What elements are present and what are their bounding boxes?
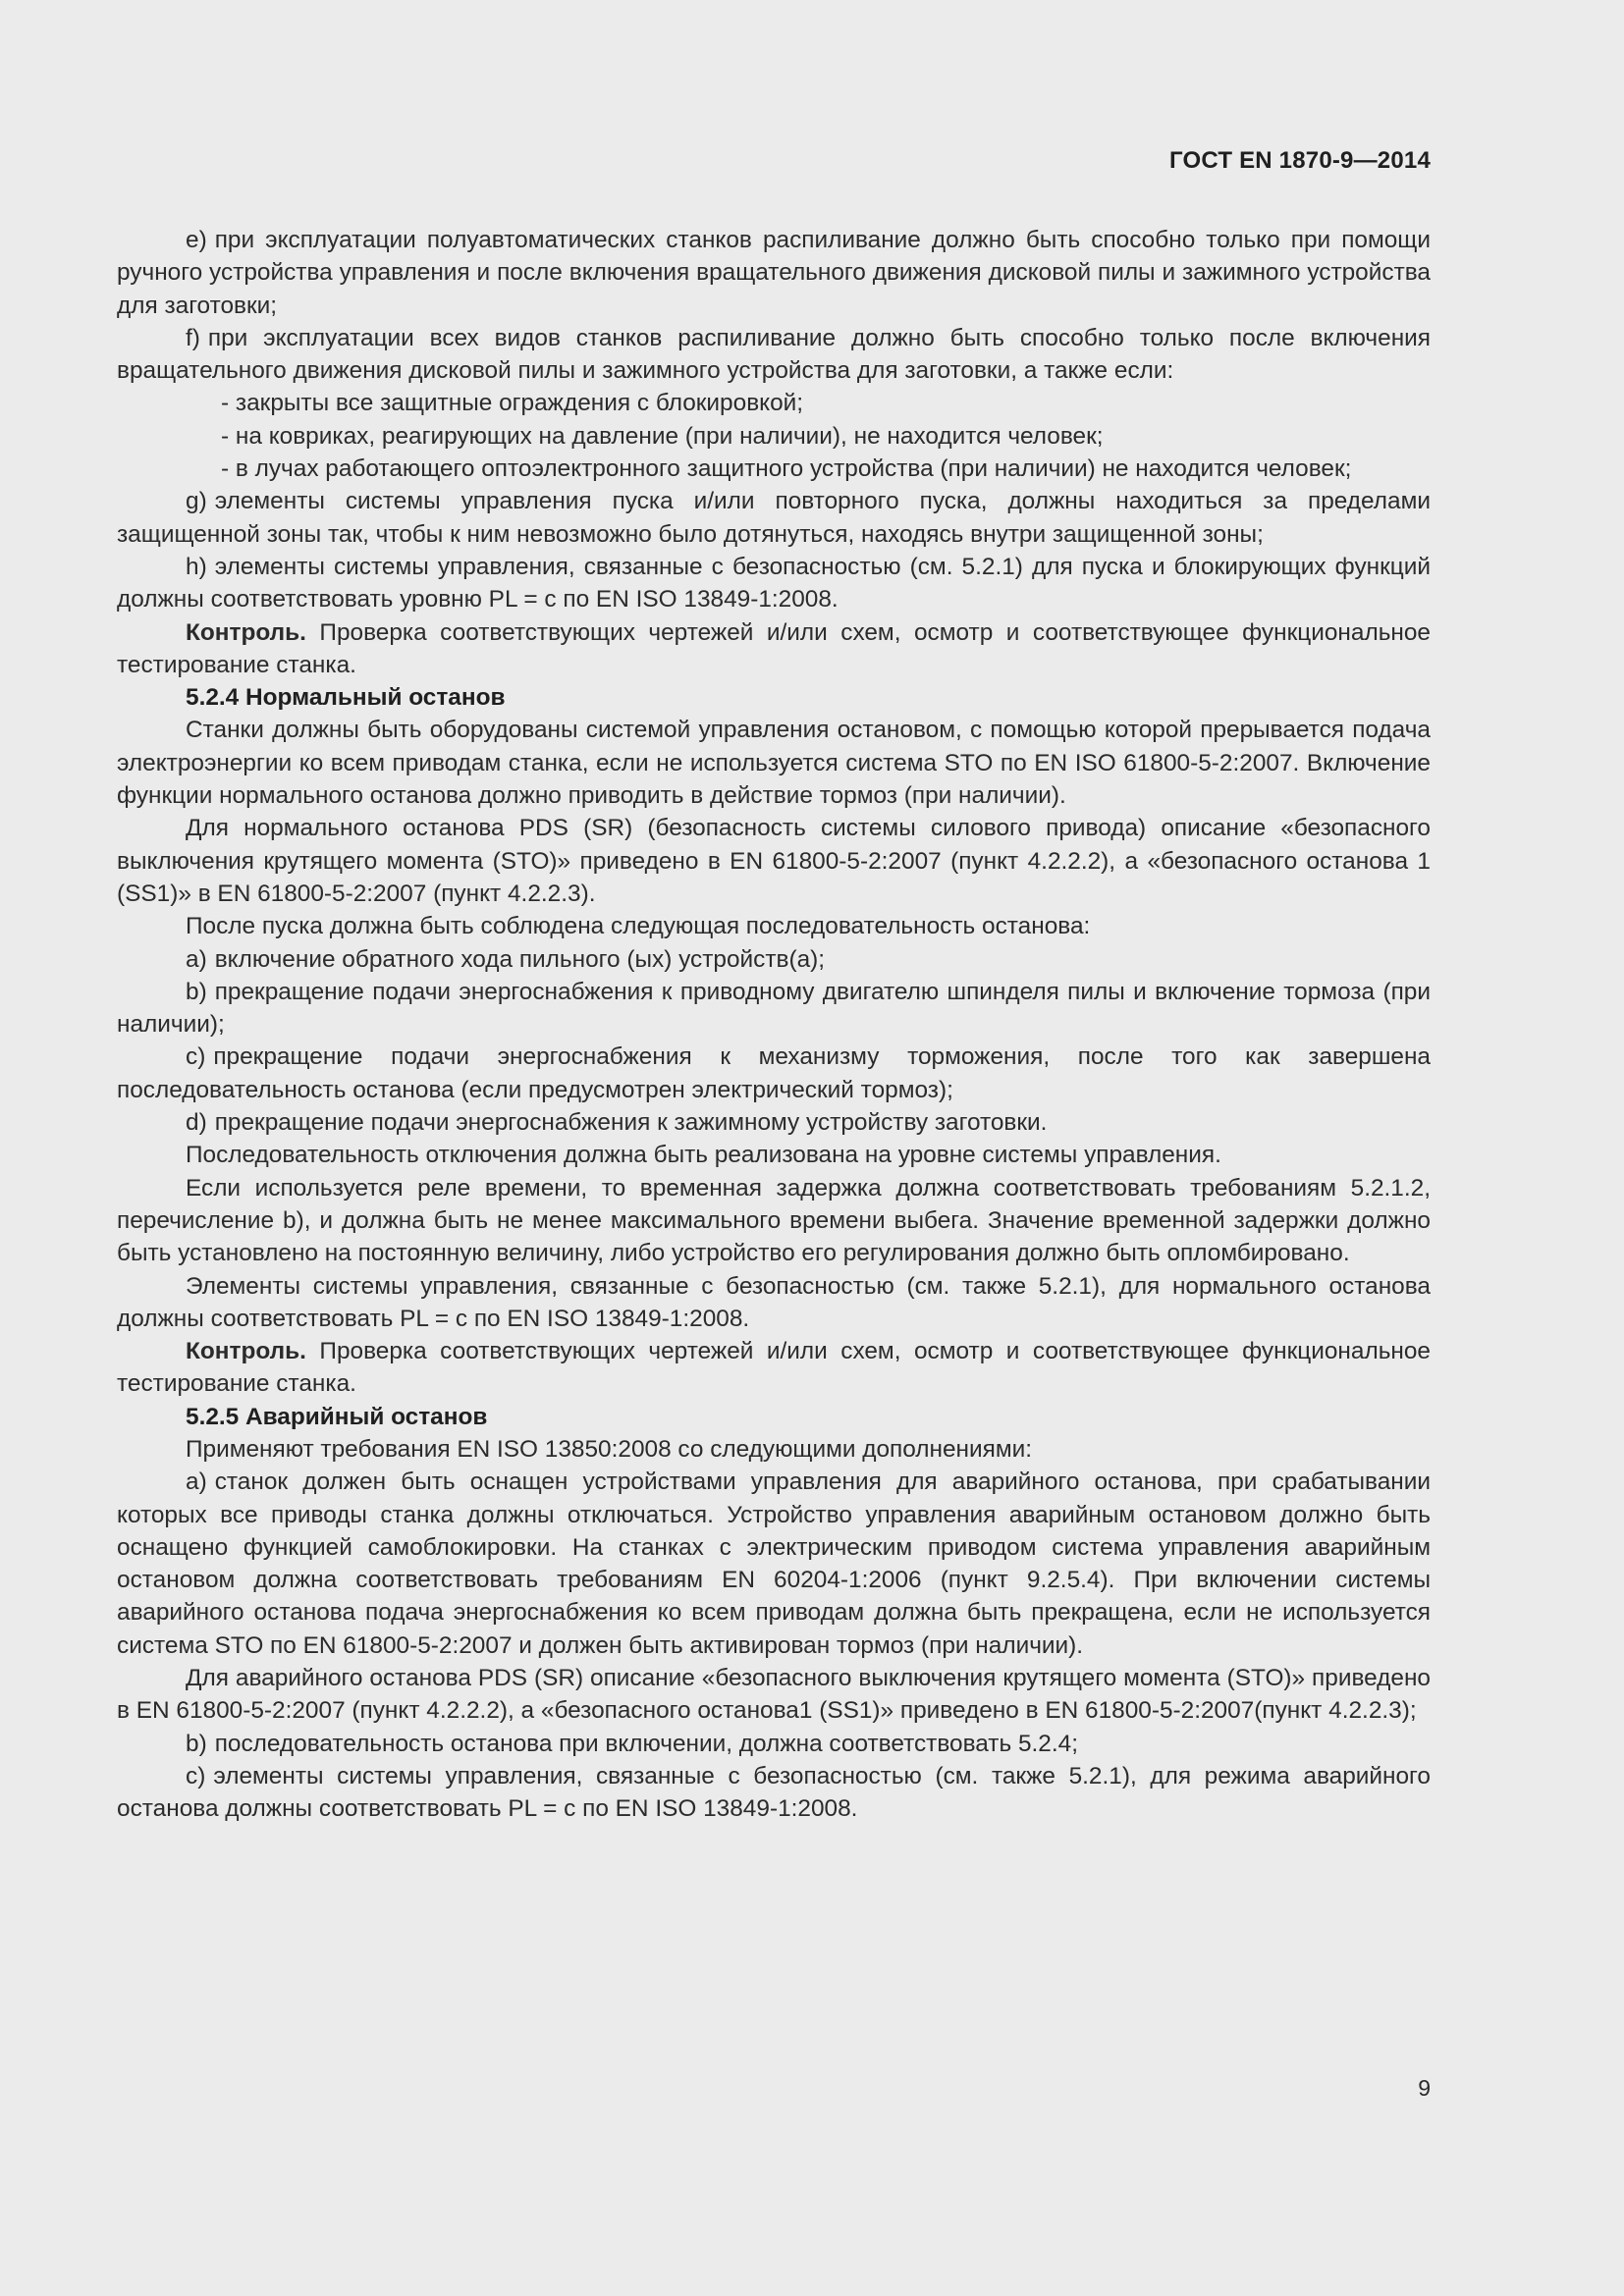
list-label: b)	[186, 1730, 207, 1757]
list-text: элементы системы управления, связанные с безопасностью (см. 5.2.1) для пуска и блокирующих функций должны соответствовать уровню PL = с по EN ISO 13849-1:2008.	[117, 553, 1431, 614]
list-text: элементы системы управления, связанные с безопасностью (см. также 5.2.1), для режима аварийного останова должны соответствовать PL = с по EN ISO 13849-1:2008.	[117, 1762, 1431, 1823]
section-heading-5-2-4: 5.2.4 Нормальный останов	[186, 684, 506, 712]
document-header: ГОСТ EN 1870-9—2014	[1169, 147, 1431, 174]
list-label: g)	[186, 488, 207, 515]
list-label: f)	[186, 324, 200, 351]
list-label: a)	[186, 945, 207, 973]
list-label: c)	[186, 1762, 206, 1789]
list-item-a	[117, 943, 1431, 976]
dash-item-3: - в лучах работающего оптоэлектронного защитного устройства (при наличии) не находится человек;	[221, 455, 1352, 483]
list-text: элементы системы управления пуска и/или повторного пуска, должны находиться за пределами защищенной зоны так, чтобы к ним невозможно было дотянуться, находясь внутри защищенной зоны;	[117, 488, 1431, 548]
control-paragraph	[117, 616, 1431, 682]
list-text: прекращение подачи энергоснабжения к приводному двигателю шпинделя пилы и включение тормоза (при наличии);	[117, 978, 1431, 1039]
control-paragraph	[117, 1335, 1431, 1401]
control-label: Контроль.	[186, 1338, 306, 1365]
paragraph: После пуска должна быть соблюдена следующая последовательность останова:	[186, 913, 1091, 940]
list-item-c	[117, 1760, 1431, 1826]
dash-item-2: - на ковриках, реагирующих на давление (при наличии), не находится человек;	[221, 422, 1104, 450]
list-item-c	[117, 1041, 1431, 1106]
list-text: прекращение подачи энергоснабжения к механизму торможения, после того как завершена последовательность останова (если предусмотрен электрический тормоз);	[117, 1043, 1431, 1103]
list-label: e)	[186, 227, 207, 253]
dash-item-1: - закрыты все защитные ограждения с блокировкой;	[221, 390, 804, 417]
list-text: прекращение подачи энергоснабжения к зажимному устройству заготовки.	[214, 1109, 1048, 1137]
list-label: d)	[186, 1109, 207, 1137]
list-text: при эксплуатации всех видов станков распиливание должно быть способно только после включения вращательного движения дисковой пилы и зажимного устройства для заготовки, а также если:	[117, 324, 1431, 385]
paragraph: Если используется реле времени, то временная задержка должна соответствовать требованиям 5.2.1.2, перечисление b), и должна быть не менее максимального времени выбега. Значение временной задержки должно быть установлено на постоянную величину, либо устройство его регулирования должно быть опломбировано.	[117, 1174, 1431, 1267]
list-item-b	[117, 976, 1431, 1041]
page-number: 9	[1418, 2075, 1431, 2101]
paragraph: Станки должны быть оборудованы системой управления остановом, с помощью которой прерывается подача электроэнергии ко всем приводам станка, если не используется система STO по EN ISO 61800-5-2:2007. Включение функции нормального останова должно приводить в действие тормоз (при наличии).	[117, 717, 1431, 810]
paragraph: Для нормального останова PDS (SR) (безопасность системы силового привода) описание «безопасного выключения крутящего момента (STO)» приведено в EN 61800-5-2:2007 (пункт 4.2.2.2), а «безопасного останова 1 (SS1)» в EN 61800-5-2:2007 (пункт 4.2.2.3).	[117, 815, 1431, 907]
list-item-g	[117, 485, 1431, 551]
list-item-a	[117, 1466, 1431, 1662]
list-text: станок должен быть оснащен устройствами управления для аварийного останова, при срабатывании которых все приводы станка должны отключаться. Устройство управления аварийным остановом должно быть оснащено функцией самоблокировки. На станках с электрическим приводом система управления аварийным остановом должна соответствовать требованиям EN 60204-1:2006 (пункт 9.2.5.4). При включении системы аварийного останова подача энергоснабжения ко всем приводам должна быть прекращена, если не используется система STO по EN 61800-5-2:2007 и должен быть активирован тормоз (при наличии).	[117, 1468, 1431, 1659]
control-text: Проверка соответствующих чертежей и/или схем, осмотр и соответствующее функциональное тестирование станка.	[117, 618, 1431, 678]
paragraph: Последовательность отключения должна быть реализована на уровне системы управления.	[186, 1142, 1221, 1169]
list-item-e	[117, 224, 1431, 322]
paragraph: Для аварийного останова PDS (SR) описание «безопасного выключения крутящего момента (STO)» приведено в EN 61800-5-2:2007 (пункт 4.2.2.2), а «безопасного останова1 (SS1)» приведено в EN 61800-5-2:2007(пункт 4.2.2.3);	[117, 1665, 1431, 1725]
list-item-b	[117, 1728, 1431, 1760]
control-text: Проверка соответствующих чертежей и/или схем, осмотр и соответствующее функциональное тестирование станка.	[117, 1338, 1431, 1398]
list-label: b)	[186, 978, 207, 1005]
list-text: последовательность останова при включении, должна соответствовать 5.2.4;	[214, 1730, 1078, 1757]
section-heading-5-2-5: 5.2.5 Аварийный останов	[186, 1403, 488, 1430]
list-label: h)	[186, 553, 207, 580]
list-text: при эксплуатации полуавтоматических станков распиливание должно быть способно только при помощи ручного устройства управления и после включения вращательного движения дисковой пилы и зажимного устройства для заготовки;	[117, 227, 1431, 319]
list-item-f	[117, 322, 1431, 388]
list-item-d	[117, 1106, 1431, 1139]
document-body	[117, 224, 1431, 1826]
list-item-h	[117, 551, 1431, 616]
paragraph: Элементы системы управления, связанные с безопасностью (см. также 5.2.1), для нормального останова должны соответствовать PL = с по EN ISO 13849-1:2008.	[117, 1272, 1431, 1332]
paragraph: Применяют требования EN ISO 13850:2008 со следующими дополнениями:	[186, 1435, 1033, 1463]
list-text: включение обратного хода пильного (ых) устройств(а);	[214, 945, 826, 973]
control-label: Контроль.	[186, 618, 306, 646]
list-label: c)	[186, 1043, 206, 1071]
list-label: a)	[186, 1468, 207, 1496]
